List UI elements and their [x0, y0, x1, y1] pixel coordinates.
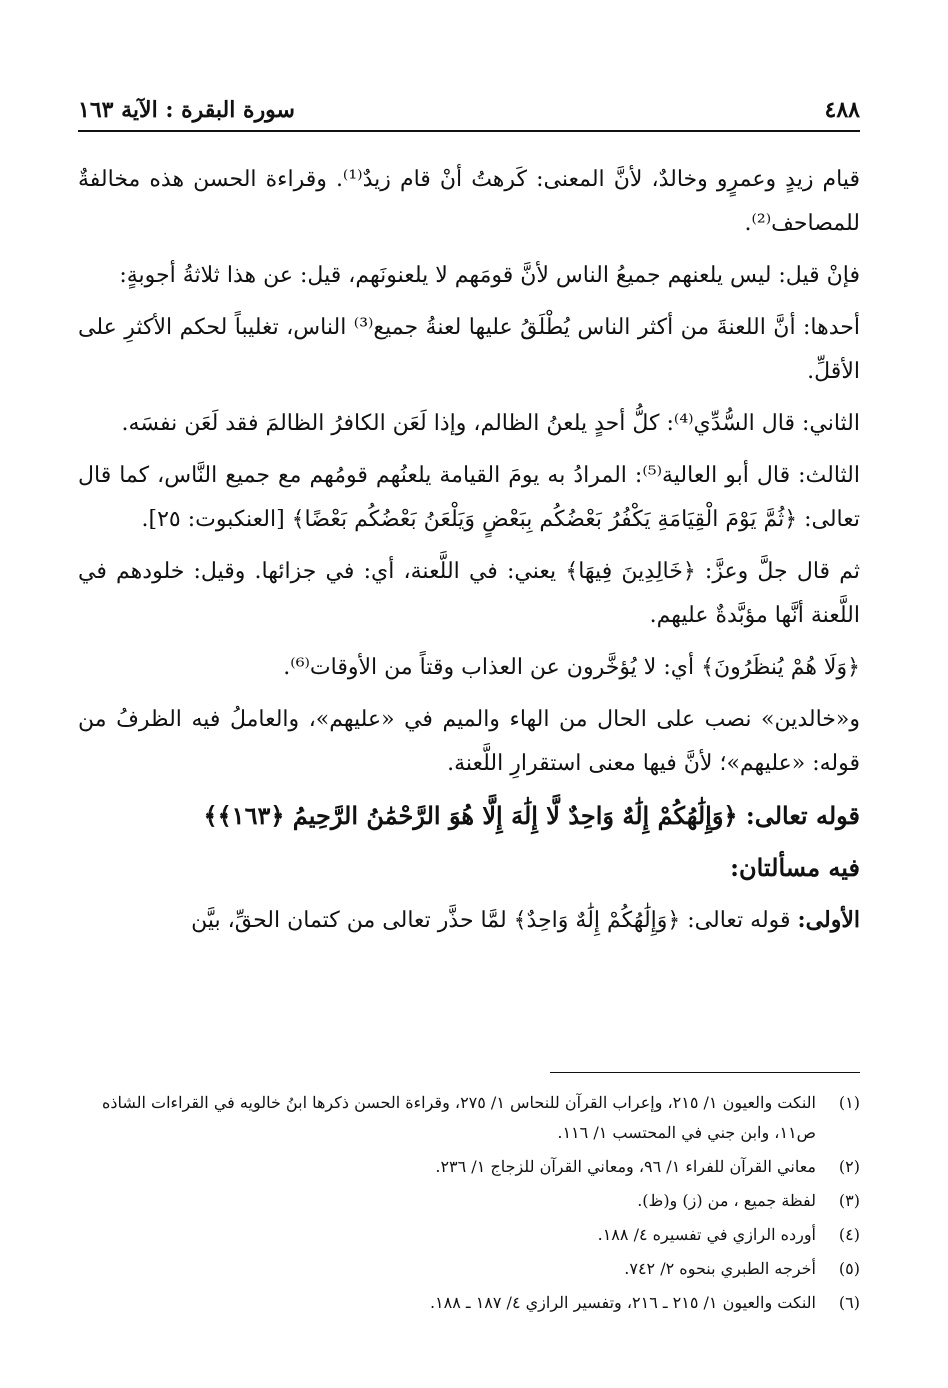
- footnote-divider: [550, 1072, 860, 1073]
- paragraph: و«خالدين» نصب على الحال من الهاء والميم في «عليهم»، والعاملُ فيه الظرفُ من قوله: «عليهم»؛ لأنَّ فيها معنى استقرارِ اللَّعنة.: [78, 707, 860, 776]
- page-number: ٤٨٨: [824, 97, 860, 123]
- footnote-text: لفظة جميع ، من (ز) و(ظ).: [637, 1191, 816, 1210]
- footnote-text: النكت والعيون ١/ ٢١٥ ـ ٢١٦، وتفسير الرازي ٤/ ١٨٧ ـ ١٨٨.: [429, 1293, 816, 1312]
- book-page: [78, 80, 860, 1368]
- footnote: [78, 1088, 860, 1148]
- footnote: [78, 1254, 860, 1284]
- page-header: [78, 90, 860, 132]
- footnote-text: أخرجه الطبري بنحوه ٢/ ٧٤٢.: [624, 1259, 816, 1278]
- footnote-text: معاني القرآن للفراء ١/ ٩٦، ومعاني القرآن للزجاج ١/ ٢٣٦.: [435, 1157, 816, 1176]
- footnote: [78, 1220, 860, 1250]
- first-issue-text: قوله تعالى: ﴿وَإِلَٰهُكُمْ إِلَٰهٌ وَاحِدٌ﴾ لمَّا حذَّر تعالى من كتمان الحقِّ، بيَّن: [191, 908, 791, 933]
- footnote-text: أورده الرازي في تفسيره ٤/ ١٨٨.: [597, 1225, 816, 1244]
- verse-heading: قوله تعالى: ﴿وَإِلَٰهُكُمْ إِلَٰهٌ وَاحِدٌ لَّا إِلَٰهَ إِلَّا هُوَ الرَّحْمَٰنُ الرَّحِيمُ ﴿١٦٣﴾﴾: [203, 801, 860, 830]
- footnote: [78, 1152, 860, 1182]
- footnote: [78, 1288, 860, 1318]
- footnote-number: (٢): [838, 1157, 860, 1176]
- footnotes: [78, 1088, 860, 1322]
- footnote-number: (٦): [838, 1293, 860, 1312]
- first-issue-label: الأولى:: [797, 907, 860, 933]
- footnote: [78, 1186, 860, 1216]
- issues-heading: فيه مسألتان:: [730, 853, 860, 882]
- first-issue: [78, 898, 860, 943]
- footnote-number: (١): [838, 1093, 860, 1112]
- footnote-text: النكت والعيون ١/ ٢١٥، وإعراب القرآن للنحاس ١/ ٢٧٥، وقراءة الحسن ذكرها ابنُ خالويه في القراءات الشاذه ص١١، وابن جني في المحتسب ١/ ١١٦.: [101, 1093, 816, 1142]
- paragraph: قيام زيدٍ وعمرٍو وخالدٌ، لأنَّ المعنى: كَرهتُ أنْ قام زيدٌ⁽¹⁾. وقراءة الحسن هذه مخالفةٌ للمصاحف⁽²⁾.: [78, 167, 860, 236]
- paragraph: ثم قال جلَّ وعزَّ: ﴿خَالِدِينَ فِيهَا﴾ يعني: في اللَّعنة، أي: في جزائها. وقيل: خلودهم في اللَّعنة أنَّها مؤبَّدةٌ عليهم.: [78, 559, 860, 628]
- paragraph: الثاني: قال السُّدِّي⁽⁴⁾: كلُّ أحدٍ يلعنُ الظالم، وإذا لَعَن الكافرُ الظالمَ فقد لَعَن نفسَه.: [121, 411, 860, 436]
- paragraph: فإنْ قيل: ليس يلعنهم جميعُ الناس لأنَّ قومَهم لا يلعنونَهم، قيل: عن هذا ثلاثةُ أجوبةٍ:: [119, 263, 860, 288]
- paragraph: ﴿وَلَا هُمْ يُنظَرُونَ﴾ أي: لا يُؤخَّرون عن العذاب وقتاً من الأوقات⁽⁶⁾.: [283, 655, 860, 680]
- footnote-number: (٣): [838, 1191, 860, 1210]
- running-title: سورة البقرة : الآية ١٦٣: [78, 97, 295, 123]
- footnote-number: (٥): [838, 1259, 860, 1278]
- paragraph: أحدها: أنَّ اللعنةَ من أكثر الناس يُطْلَقُ عليها لعنةُ جميع⁽³⁾ الناس، تغليباً لحكم الأكثرِ على الأقلِّ.: [78, 315, 860, 384]
- footnote-number: (٤): [838, 1225, 860, 1244]
- main-text: [78, 158, 860, 951]
- paragraph: الثالث: قال أبو العالية⁽⁵⁾: المرادُ به يومَ القيامة يلعنُهم قومُهم مع جميع النَّاس، كما قال تعالى: ﴿ثُمَّ يَوْمَ الْقِيَامَةِ يَكْفُرُ بَعْضُكُم بِبَعْضٍ وَيَلْعَنُ بَعْضُكُم بَعْضًا﴾ [العنكبوت: ٢٥].: [78, 463, 860, 532]
